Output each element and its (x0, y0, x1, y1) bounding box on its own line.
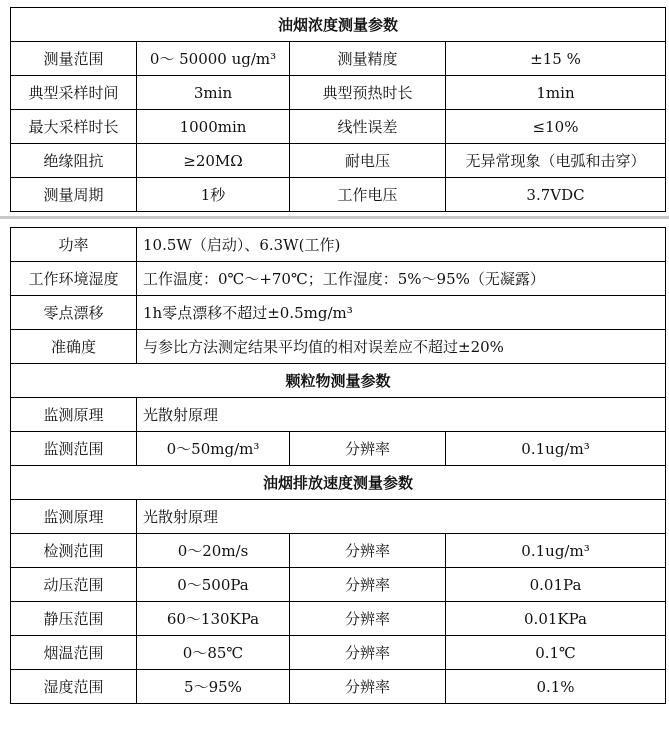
param-value: 10.5W（启动）、6.3W(工作) (137, 228, 666, 262)
param-value: 0～20m/s (137, 534, 290, 568)
table-row (11, 296, 666, 330)
param-label: 分辨率 (290, 534, 446, 568)
page-separator (0, 216, 669, 219)
param-label: 监测原理 (11, 398, 137, 432)
param-value: 1秒 (137, 178, 290, 212)
param-value: 无异常现象（电弧和击穿） (446, 144, 666, 178)
table-row (11, 500, 666, 534)
table-row (11, 76, 666, 110)
param-label: 分辨率 (290, 670, 446, 704)
table-row (11, 398, 666, 432)
param-value: ≤10% (446, 110, 666, 144)
param-label: 零点漂移 (11, 296, 137, 330)
param-value: 5～95% (137, 670, 290, 704)
table-row (11, 568, 666, 602)
table-row (11, 670, 666, 704)
param-label: 功率 (11, 228, 137, 262)
param-value: 0.01KPa (446, 602, 666, 636)
param-label: 典型采样时间 (11, 76, 137, 110)
param-label: 测量范围 (11, 42, 137, 76)
section-title: 油烟排放速度测量参数 (11, 466, 666, 500)
param-value: ≥20MΩ (137, 144, 290, 178)
param-value: 与参比方法测定结果平均值的相对误差应不超过±20% (137, 330, 666, 364)
param-value: 0.1ug/m³ (446, 534, 666, 568)
parameters-table (10, 227, 666, 704)
param-label: 分辨率 (290, 568, 446, 602)
table-row (11, 262, 666, 296)
param-label: 湿度范围 (11, 670, 137, 704)
param-label: 烟温范围 (11, 636, 137, 670)
param-label: 分辨率 (290, 602, 446, 636)
param-value: 0～85℃ (137, 636, 290, 670)
table-row (11, 144, 666, 178)
table-title-row (11, 8, 666, 42)
section-title: 油烟浓度测量参数 (11, 8, 666, 42)
param-label: 耐电压 (290, 144, 446, 178)
table-row (11, 178, 666, 212)
param-label: 准确度 (11, 330, 137, 364)
table-row (11, 432, 666, 466)
param-value: 60～130KPa (137, 602, 290, 636)
param-label: 分辨率 (290, 432, 446, 466)
param-label: 工作环境湿度 (11, 262, 137, 296)
param-label: 典型预热时长 (290, 76, 446, 110)
param-value: 0～ 50000 ug/m³ (137, 42, 290, 76)
section-header-row (11, 364, 666, 398)
param-value: 1h零点漂移不超过±0.5mg/m³ (137, 296, 666, 330)
param-label: 分辨率 (290, 636, 446, 670)
param-label: 工作电压 (290, 178, 446, 212)
table-row (11, 42, 666, 76)
param-label: 测量精度 (290, 42, 446, 76)
param-value: 3min (137, 76, 290, 110)
param-label: 动压范围 (11, 568, 137, 602)
param-value: ±15 % (446, 42, 666, 76)
table-row (11, 534, 666, 568)
param-label: 绝缘阻抗 (11, 144, 137, 178)
param-value: 0.1% (446, 670, 666, 704)
param-label: 监测范围 (11, 432, 137, 466)
param-value: 1000min (137, 110, 290, 144)
table-row (11, 110, 666, 144)
section-title: 颗粒物测量参数 (11, 364, 666, 398)
param-label: 静压范围 (11, 602, 137, 636)
param-label: 线性误差 (290, 110, 446, 144)
param-value: 光散射原理 (137, 500, 666, 534)
param-value: 0～50mg/m³ (137, 432, 290, 466)
param-value: 0.1℃ (446, 636, 666, 670)
param-label: 监测原理 (11, 500, 137, 534)
section-header-row (11, 466, 666, 500)
param-value: 0～500Pa (137, 568, 290, 602)
param-label: 最大采样时长 (11, 110, 137, 144)
param-value: 工作温度：0℃～+70℃；工作湿度：5%～95%（无凝露） (137, 262, 666, 296)
param-value: 0.1ug/m³ (446, 432, 666, 466)
param-value: 光散射原理 (137, 398, 666, 432)
param-label: 检测范围 (11, 534, 137, 568)
param-value: 1min (446, 76, 666, 110)
param-value: 0.01Pa (446, 568, 666, 602)
table-row (11, 602, 666, 636)
param-label: 测量周期 (11, 178, 137, 212)
table-row (11, 636, 666, 670)
smoke-concentration-table (10, 7, 666, 212)
param-value: 3.7VDC (446, 178, 666, 212)
table-row (11, 228, 666, 262)
table-row (11, 330, 666, 364)
